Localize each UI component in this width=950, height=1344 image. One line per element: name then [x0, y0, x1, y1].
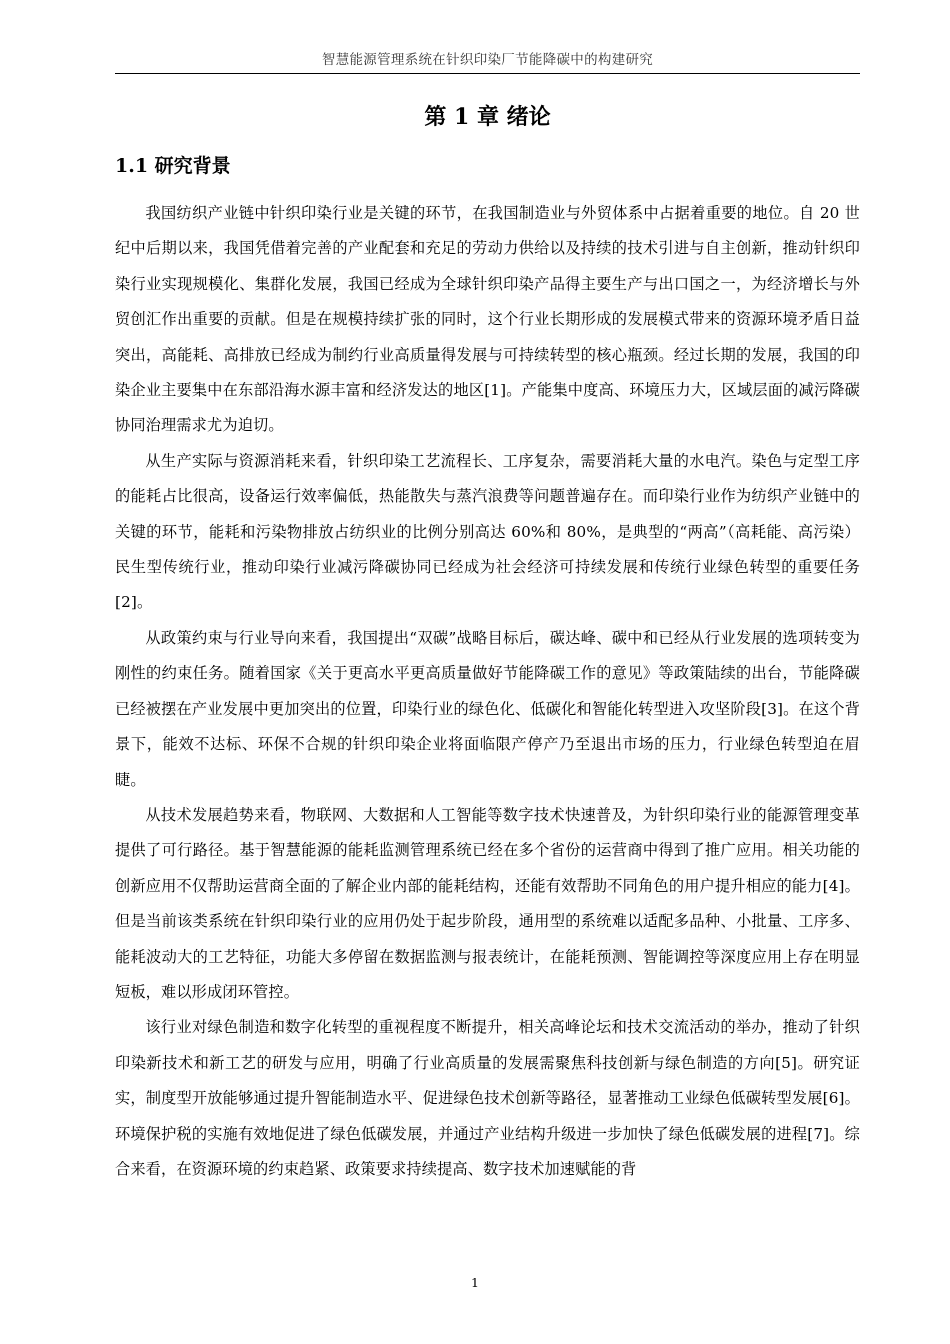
paragraph-2: 从生产实际与资源消耗来看，针织印染工艺流程长、工序复杂，需要消耗大量的水电汽。染色与定型工序的能耗占比很高，设备运行效率偏低，热能散失与蒸汽浪费等问题普遍存在。而印染行业作为纺织产业链中的关键的环节，能耗和污染物排放占纺织业的比例分别高达 60%和 80%，是典型的“两高”（高耗能、高污染）民生型传统行业，推动印染行业减污降碳协同已经成为社会经济可持续发展和传统行业绿色转型的重要任务[2]。 [115, 451, 860, 612]
paragraph-4: 从技术发展趋势来看，物联网、大数据和人工智能等数字技术快速普及，为针织印染行业的能源管理变革提供了可行路径。基于智慧能源的能耗监测管理系统已经在多个省份的运营商中得到了推广应用。相关功能的创新应用不仅帮助运营商全面的了解企业内部的能耗结构，还能有效帮助不同角色的用户提升相应的能力[4]。但是当前该类系统在针织印染行业的应用仍处于起步阶段，通用型的系统难以适配多品种、小批量、工序多、能耗波动大的工艺特征，功能大多停留在数据监测与报表统计，在能耗预测、智能调控等深度应用上存在明显短板，难以形成闭环管控。 [115, 805, 860, 1001]
paragraph-1: 我国纺织产业链中针织印染行业是关键的环节，在我国制造业与外贸体系中占据着重要的地位。自 20 世纪中后期以来，我国凭借着完善的产业配套和充足的劳动力供给以及持续的技术引进与自主创新，推动针织印染行业实现规模化、集群化发展，我国已经成为全球针织印染产品得主要生产与出口国之一，为经济增长与外贸创汇作出重要的贡献。但是在规模持续扩张的同时，这个行业长期形成的发展模式带来的资源环境矛盾日益突出，高能耗、高排放已经成为制约行业高质量得发展与可持续转型的核心瓶颈。经过长期的发展，我国的印染企业主要集中在东部沿海水源丰富和经济发达的地区[1]。产能集中度高、环境压力大，区域层面的减污降碳协同治理需求尤为迫切。 [115, 204, 860, 435]
page-number: 1 [471, 1275, 479, 1290]
section-title: 1.1 研究背景 [115, 155, 231, 177]
header-rule [115, 73, 860, 74]
body-text [115, 196, 860, 1187]
chapter-title: 第 1 章 绪论 [424, 104, 551, 130]
paragraph-3: 从政策约束与行业导向来看，我国提出“双碳”战略目标后，碳达峰、碳中和已经从行业发展的选项转变为刚性的约束任务。随着国家《关于更高水平更高质量做好节能降碳工作的意见》等政策陆续的出台，节能降碳已经被摆在产业发展中更加突出的位置，印染行业的绿色化、低碳化和智能化转型进入攻坚阶段[3]。在这个背景下，能效不达标、环保不合规的针织印染企业将面临限产停产乃至退出市场的压力，行业绿色转型迫在眉睫。 [115, 628, 860, 789]
running-header: 智慧能源管理系统在针织印染厂节能降碳中的构建研究 [321, 52, 654, 68]
paragraph-5: 该行业对绿色制造和数字化转型的重视程度不断提升，相关高峰论坛和技术交流活动的举办，推动了针织印染新技术和新工艺的研发与应用，明确了行业高质量的发展需聚焦科技创新与绿色制造的方向[5]。研究证实，制度型开放能够通过提升智能制造水平、促进绿色技术创新等路径，显著推动工业绿色低碳转型发展[6]。环境保护税的实施有效地促进了绿色低碳发展，并通过产业结构升级进一步加快了绿色低碳发展的进程[7]。综合来看，在资源环境的约束趋紧、政策要求持续提高、数字技术加速赋能的背 [115, 1018, 860, 1178]
